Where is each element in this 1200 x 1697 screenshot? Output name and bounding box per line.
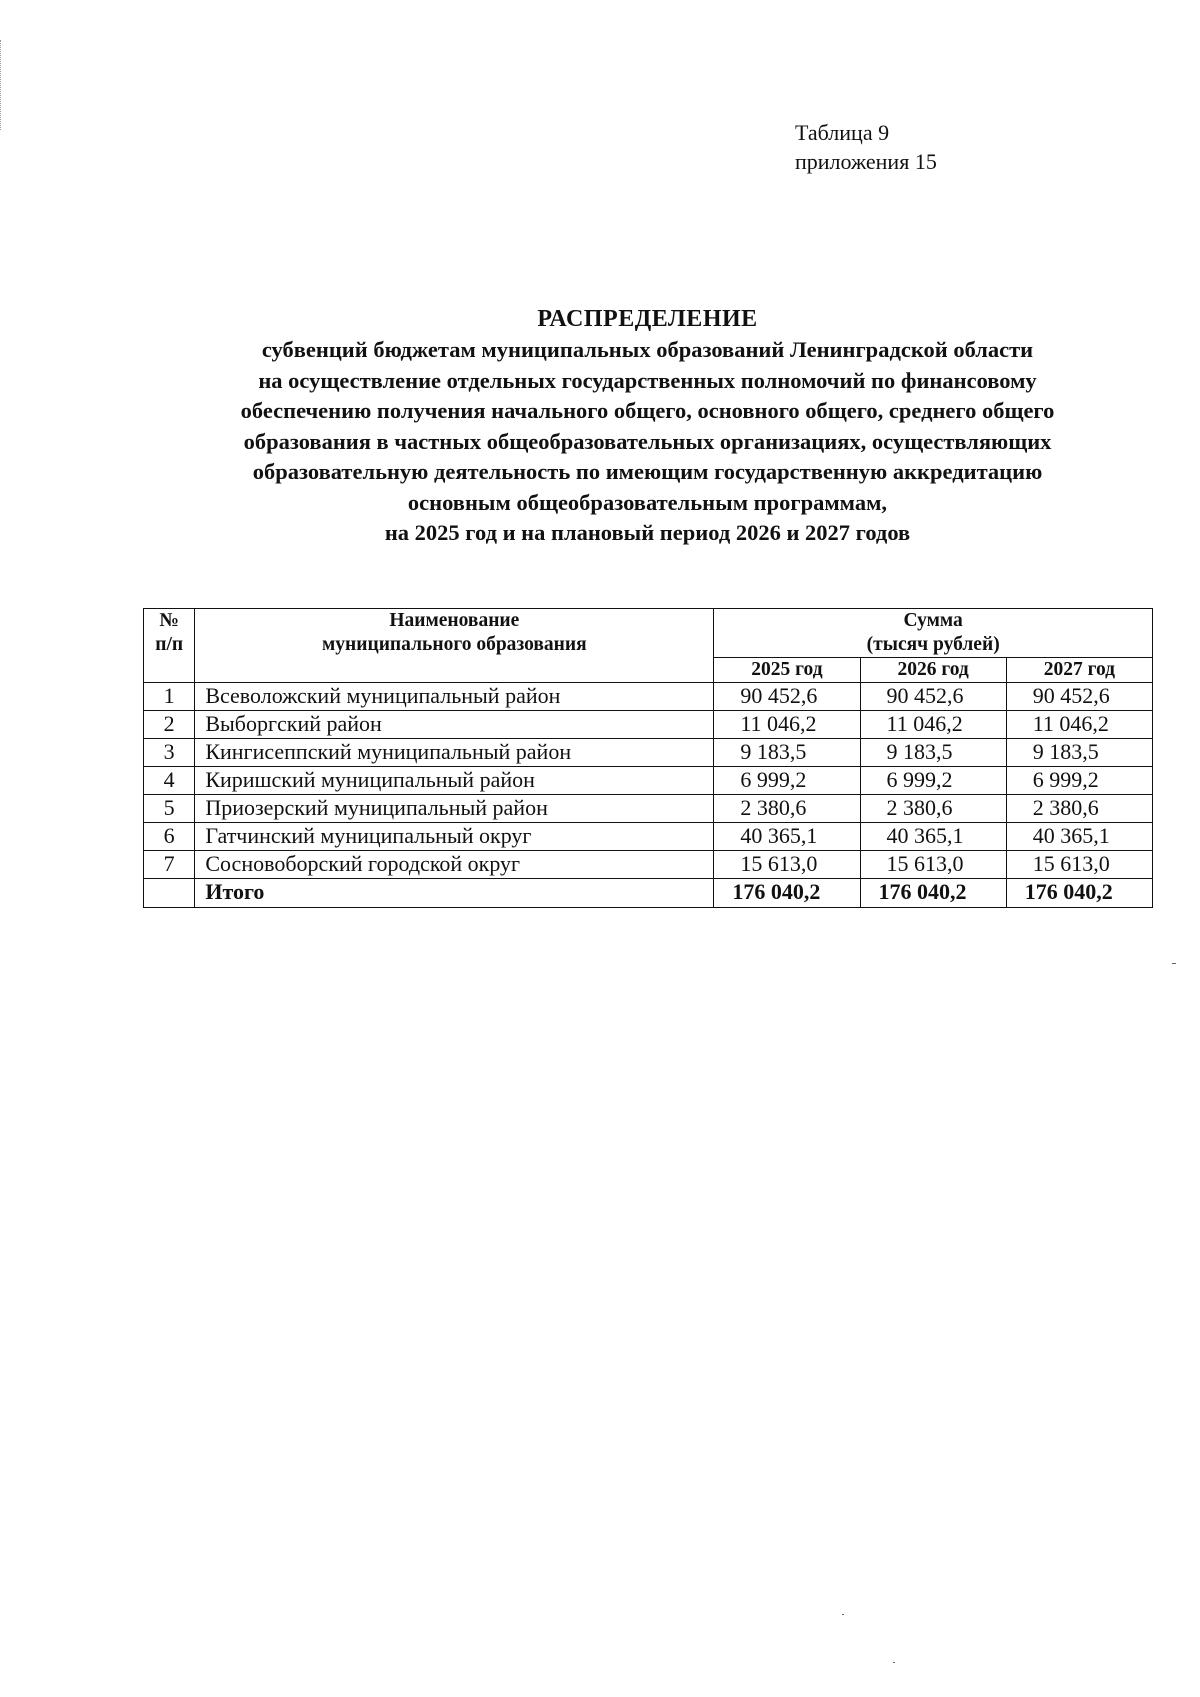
header-row xyxy=(144,609,1153,658)
row-value-2025: 6 999,2 xyxy=(714,767,860,795)
row-value-2026: 9 183,5 xyxy=(860,739,1006,767)
title-heading: РАСПРЕДЕЛЕНИЕ xyxy=(537,306,758,332)
title-line: субвенций бюджетам муниципальных образований Ленинградской области xyxy=(261,337,1034,362)
row-value-2026: 6 999,2 xyxy=(860,767,1006,795)
row-value-2027: 9 183,5 xyxy=(1006,739,1152,767)
row-value-2026: 15 613,0 xyxy=(860,851,1006,879)
row-name: Киришский муниципальный район xyxy=(195,767,714,795)
document-title xyxy=(140,303,1155,549)
table-row xyxy=(144,683,1153,711)
table-row xyxy=(144,851,1153,879)
table-row xyxy=(144,823,1153,851)
table-row xyxy=(144,711,1153,739)
table-row xyxy=(144,739,1153,767)
header-name-line1: Наименование xyxy=(389,610,520,631)
row-value-2027: 6 999,2 xyxy=(1006,767,1152,795)
table-row xyxy=(144,767,1153,795)
row-value-2025: 11 046,2 xyxy=(714,711,860,739)
row-num: 4 xyxy=(144,767,195,795)
scan-speck xyxy=(842,1614,844,1615)
total-num-empty xyxy=(144,879,195,908)
row-name: Приозерский муниципальный район xyxy=(195,795,714,823)
row-value-2027: 15 613,0 xyxy=(1006,851,1152,879)
header-sum-unit: (тысяч рублей) xyxy=(866,634,1000,655)
distribution-table xyxy=(143,608,1153,908)
total-value-2027: 176 040,2 xyxy=(1006,879,1152,908)
header-name-line2: муниципального образования xyxy=(321,634,587,655)
row-num: 5 xyxy=(144,795,195,823)
row-num: 2 xyxy=(144,711,195,739)
row-num: 1 xyxy=(144,683,195,711)
title-line: на осуществление отдельных государственных полномочий по финансовому xyxy=(258,367,1037,393)
row-value-2026: 90 452,6 xyxy=(860,683,1006,711)
scan-edge-marks xyxy=(0,40,3,130)
row-name: Кингисеппский муниципальный район xyxy=(195,739,714,767)
scan-speck xyxy=(1172,963,1176,964)
total-value-2026: 176 040,2 xyxy=(860,879,1006,908)
header-num xyxy=(144,609,195,683)
header-year-2026: 2026 год xyxy=(860,658,1006,683)
header-sum xyxy=(714,609,1153,658)
row-num: 7 xyxy=(144,851,195,879)
scan-speck xyxy=(893,1662,895,1663)
header-num-symbol: № xyxy=(159,610,179,631)
row-value-2026: 40 365,1 xyxy=(860,823,1006,851)
row-value-2026: 11 046,2 xyxy=(860,711,1006,739)
table-number: Таблица 9 xyxy=(795,120,890,145)
row-name: Выборгский район xyxy=(195,711,714,739)
total-label: Итого xyxy=(195,879,714,908)
table-row xyxy=(144,795,1153,823)
title-line: образовательную деятельность по имеющим государственную аккредитацию xyxy=(252,459,1043,484)
row-name: Сосновоборский городской округ xyxy=(195,851,714,879)
title-line: образования в частных общеобразовательных организациях, осуществляющих xyxy=(243,428,1052,454)
appendix-number: приложения 15 xyxy=(795,149,937,174)
header-num-abbr: п/п xyxy=(155,634,184,655)
header-year-2027: 2027 год xyxy=(1006,658,1152,683)
row-value-2025: 9 183,5 xyxy=(714,739,860,767)
row-value-2025: 40 365,1 xyxy=(714,823,860,851)
row-value-2027: 11 046,2 xyxy=(1006,711,1152,739)
total-value-2025: 176 040,2 xyxy=(714,879,860,908)
header-sum-label: Сумма xyxy=(903,610,963,631)
row-num: 3 xyxy=(144,739,195,767)
table-reference xyxy=(795,118,937,176)
row-value-2027: 2 380,6 xyxy=(1006,795,1152,823)
row-value-2027: 90 452,6 xyxy=(1006,683,1152,711)
title-line: на 2025 год и на плановый период 2026 и 2027 годов xyxy=(384,520,911,545)
row-value-2025: 2 380,6 xyxy=(714,795,860,823)
title-line: обеспечению получения начального общего, основного общего, среднего общего xyxy=(240,398,1055,423)
row-value-2026: 2 380,6 xyxy=(860,795,1006,823)
row-name: Всеволожский муниципальный район xyxy=(195,683,714,711)
row-value-2025: 15 613,0 xyxy=(714,851,860,879)
row-num: 6 xyxy=(144,823,195,851)
row-value-2027: 40 365,1 xyxy=(1006,823,1152,851)
row-name: Гатчинский муниципальный округ xyxy=(195,823,714,851)
header-year-2025: 2025 год xyxy=(714,658,860,683)
title-line: основным общеобразовательным программам, xyxy=(407,489,888,515)
total-row xyxy=(144,879,1153,908)
header-name xyxy=(195,609,714,683)
row-value-2025: 90 452,6 xyxy=(714,683,860,711)
